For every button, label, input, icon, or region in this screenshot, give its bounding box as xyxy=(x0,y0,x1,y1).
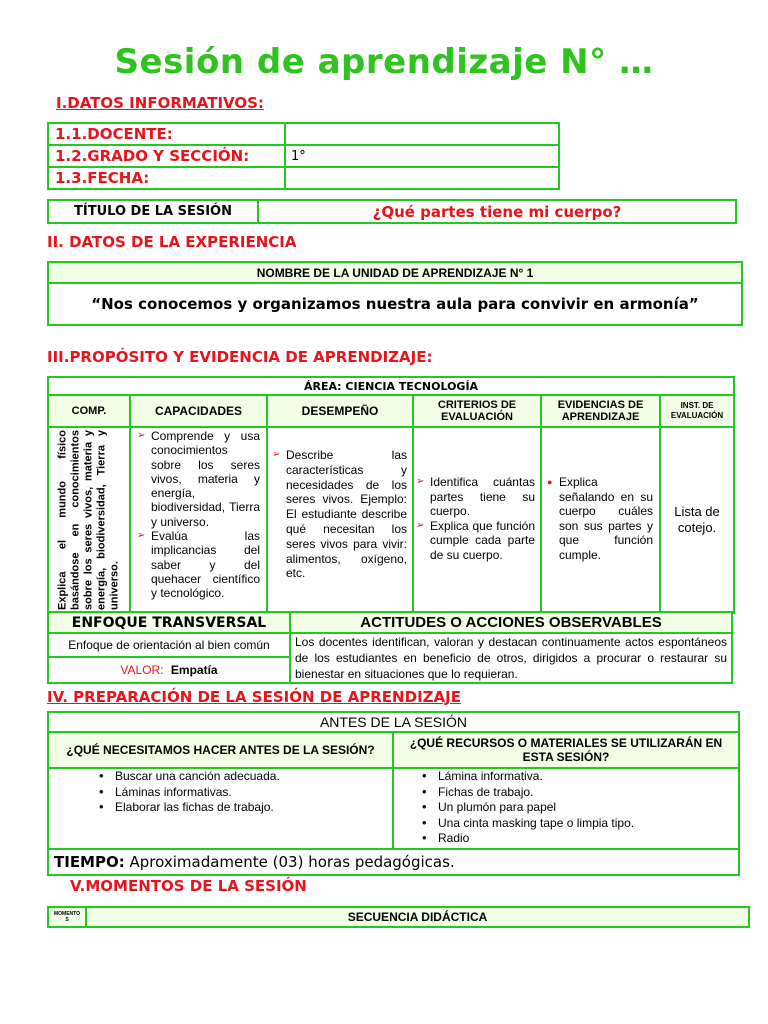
area-header: ÁREA: CIENCIA TECNOLOGÍA xyxy=(48,377,734,395)
evidencias-cell xyxy=(541,427,660,613)
section-momentos: V.MOMENTOS DE LA SESIÓN xyxy=(70,877,307,895)
prep-q1: ¿QUÉ NECESITAMOS HACER ANTES DE LA SESIÓN? xyxy=(48,732,393,768)
page-title: Sesión de aprendizaje N° … xyxy=(114,42,654,82)
prep-before-cell xyxy=(48,768,393,849)
unit-table xyxy=(47,261,743,326)
session-title-table xyxy=(47,199,737,224)
desempeno-text: ➢ Describe las características y necesidades de los seres vivos. Ejemplo: El estudiante describe qué necesitan los seres vivos para vivir: alimentos, oxígeno, etc. xyxy=(272,448,407,581)
moments-table xyxy=(47,906,750,928)
enfoque-table xyxy=(47,611,733,684)
desempeno-header: DESEMPEÑO xyxy=(267,395,413,427)
criterio-item: ➢ Identifica cuántas partes tiene su cuerpo. xyxy=(416,475,535,519)
unit-header: NOMBRE DE LA UNIDAD DE APRENDIZAJE N° 1 xyxy=(48,262,742,283)
enfoque-header: ENFOQUE TRANSVERSAL xyxy=(48,612,290,633)
criterios-header: CRITERIOS DE EVALUACIÓN xyxy=(413,395,541,427)
competencia-cell xyxy=(48,427,130,613)
unit-name: “Nos conocemos y organizamos nuestra aula para convivir en armonía” xyxy=(48,283,742,325)
before-item: • Elaborar las fichas de trabajo. xyxy=(89,800,392,816)
enfoque-text: Enfoque de orientación al bien común xyxy=(48,633,290,657)
criterios-cell xyxy=(413,427,541,613)
prep-table xyxy=(47,711,740,876)
before-item: • Láminas informativas. xyxy=(89,785,392,801)
grado-value[interactable]: 1° xyxy=(285,145,559,167)
fecha-value[interactable] xyxy=(285,167,559,189)
resource-item: • Una cinta masking tape o limpia tipo. xyxy=(412,816,738,832)
evidencias-header: EVIDENCIAS DE APRENDIZAJE xyxy=(541,395,660,427)
session-title-label: TÍTULO DE LA SESIÓN xyxy=(48,200,258,223)
section-datos-informativos: I.DATOS INFORMATIVOS: xyxy=(56,94,264,112)
fecha-label: 1.3.FECHA: xyxy=(48,167,285,189)
resource-item: • Un plumón para papel xyxy=(412,800,738,816)
section-preparacion: IV. PREPARACIÓN DE LA SESIÓN DE APRENDIZAJE xyxy=(47,688,461,706)
valor-cell xyxy=(48,657,290,683)
moments-col2: SECUENCIA DIDÁCTICA xyxy=(86,907,749,927)
before-item: • Buscar una canción adecuada. xyxy=(89,769,392,785)
criterio-item: ➢ Explica que función cumple cada parte de su cuerpo. xyxy=(416,519,535,563)
resource-item: • Radio xyxy=(412,831,738,847)
prep-q2: ¿QUÉ RECURSOS O MATERIALES SE UTILIZARÁN EN ESTA SESIÓN? xyxy=(393,732,739,768)
docente-label: 1.1.DOCENTE: xyxy=(48,123,285,145)
docente-value[interactable] xyxy=(285,123,559,145)
capacidad-item: ➢ Evalúa las implicancias del saber y del quehacer científico y tecnológico. xyxy=(137,529,260,600)
desempeno-cell xyxy=(267,427,413,613)
comp-header: COMP. xyxy=(48,395,130,427)
session-title-value: ¿Qué partes tiene mi cuerpo? xyxy=(258,200,736,223)
prep-header: ANTES DE LA SESIÓN xyxy=(48,712,739,732)
actitudes-header: ACTITUDES O ACCIONES OBSERVABLES xyxy=(290,612,732,633)
inst-header: INST. DE EVALUACIÓN xyxy=(660,395,734,427)
capacidades-header: CAPACIDADES xyxy=(130,395,267,427)
section-datos-experiencia: II. DATOS DE LA EXPERIENCIA xyxy=(47,233,297,251)
resource-item: • Fichas de trabajo. xyxy=(412,785,738,801)
grado-label: 1.2.GRADO Y SECCIÓN: xyxy=(48,145,285,167)
section-proposito: III.PROPÓSITO Y EVIDENCIA DE APRENDIZAJE: xyxy=(47,348,433,366)
valor-label: VALOR: xyxy=(120,662,164,677)
info-table xyxy=(47,122,560,190)
capacidades-cell xyxy=(130,427,267,613)
resource-item: • Lámina informativa. xyxy=(412,769,738,785)
evidencia-text: ● Explica señalando en su cuerpo cuáles son sus partes y que función cumple. xyxy=(545,475,653,562)
purpose-table xyxy=(47,376,735,614)
valor-value: Empatía xyxy=(170,662,218,677)
capacidad-item: ➢ Comprende y usa conocimientos sobre los seres vivos, materia y energía, biodiversidad, Tierra y universo. xyxy=(137,429,260,529)
actitudes-text: Los docentes identifican, valoran y destacan continuamente actos espontáneos de los estudiantes en beneficio de otros, dirigidos a procurar o restaurar su bienestar en situaciones que lo requieran. xyxy=(290,633,732,683)
moments-col1: MOMENTOS xyxy=(48,907,86,927)
tiempo-cell xyxy=(48,849,739,875)
tiempo-label: TIEMPO: xyxy=(54,853,125,871)
instrumento-cell: Lista de cotejo. xyxy=(660,427,734,613)
prep-resources-cell xyxy=(393,768,739,849)
competencia-text: Explica el mundo físico basándose en conocimientos sobre los seres vivos, materia y energía, biodiversidad, Tierra y universo. xyxy=(56,430,121,610)
tiempo-value: Aproximadamente (03) horas pedagógicas. xyxy=(129,853,455,871)
